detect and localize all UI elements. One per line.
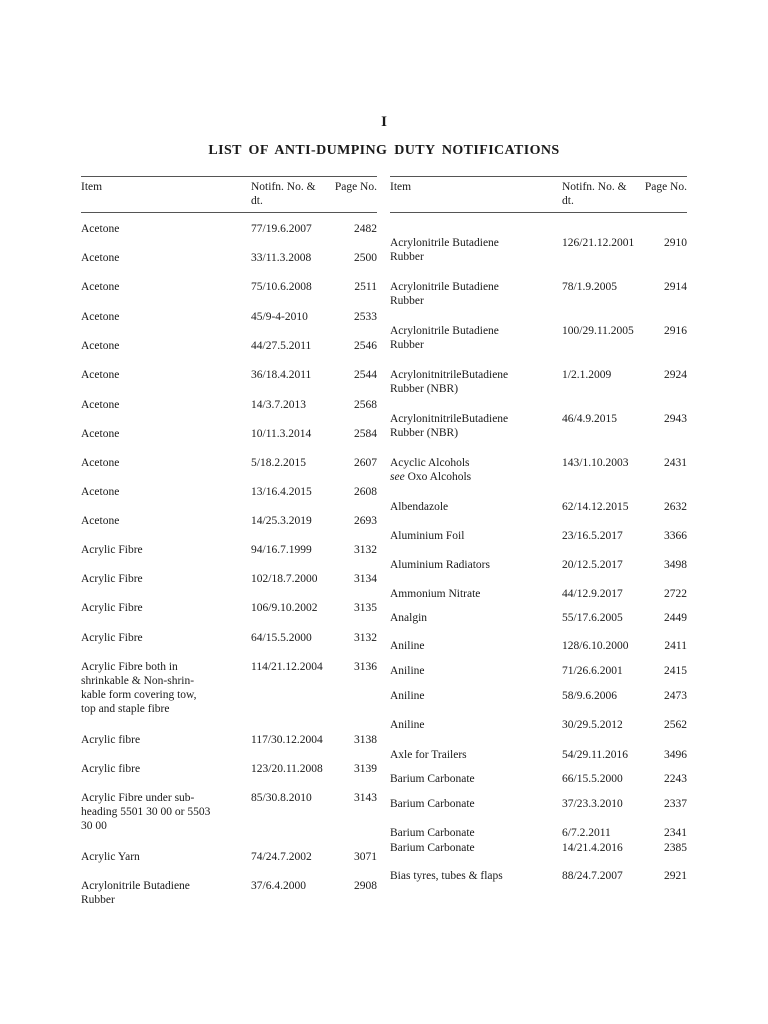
page-number: 2914 [664,281,687,293]
page-number: 2337 [664,798,687,810]
item-name [390,456,554,484]
see-label: see [390,471,405,483]
page-number: 2341 [664,827,687,839]
page-number: 2608 [354,486,377,498]
notification-number: 37/6.4.2000 [251,880,306,892]
page-number: 2693 [354,515,377,527]
page-number: 2921 [664,870,687,882]
notification-number: 88/24.7.2007 [562,870,623,882]
item-name: Barium Carbonate [390,798,475,810]
notification-number: 10/11.3.2014 [251,428,312,440]
page-number: 2562 [664,719,687,731]
page-number: 2584 [354,428,377,440]
page-number: 2482 [354,223,377,235]
item-name: Acetone [81,457,120,469]
notification-number: 117/30.12.2004 [251,734,323,746]
notification-number: 75/10.6.2008 [251,281,312,293]
header-page: Page No. [334,181,377,193]
page-number: 2449 [664,612,687,624]
page-number: 2568 [354,399,377,411]
notification-number: 36/18.4.2011 [251,369,312,381]
item-name: Ammonium Nitrate [390,588,481,600]
item-name: Axle for Trailers [390,749,467,761]
page-number: 2943 [664,413,687,425]
item-name: Aniline [390,719,425,731]
notification-number: 114/21.12.2004 [251,661,323,673]
notification-number: 46/4.9.2015 [562,413,617,425]
page-number: 2722 [664,588,687,600]
notification-number: 106/9.10.2002 [251,602,318,614]
notification-number: 5/18.2.2015 [251,457,306,469]
notification-number: 128/6.10.2000 [562,640,629,652]
item-name: Acetone [81,428,120,440]
page-number: 2607 [354,457,377,469]
notification-number: 54/29.11.2016 [562,749,629,761]
item-name: Acrylonitrile Butadiene Rubber [390,237,499,263]
page-number: 2916 [664,325,687,337]
notification-number: 55/17.6.2005 [562,612,623,624]
item-name: Acetone [81,252,120,264]
item-name: Albendazole [390,501,449,513]
see-reference: Oxo Alcohols [407,471,472,483]
header-rule-top [81,176,377,177]
page-number: 3132 [354,544,377,556]
notification-number: 23/16.5.2017 [562,530,623,542]
item-name: AcrylonitnitrileButadiene Rubber (NBR) [390,369,509,395]
notification-number: 37/23.3.2010 [562,798,623,810]
notification-number: 44/27.5.2011 [251,340,312,352]
item-name: Acrylic Fibre both in shrinkable & Non-shrin-kable form covering tow, top and staple fibre [81,661,197,715]
page-title: LIST OF ANTI-DUMPING DUTY NOTIFICATIONS [208,143,560,158]
item-name: Aniline [390,665,425,677]
page-number: 3132 [354,632,377,644]
header-notifn: Notifn. No. & dt. [251,181,316,207]
notification-number: 102/18.7.2000 [251,573,318,585]
header-item: Item [81,181,103,193]
page-number: 2910 [664,237,687,249]
page-number: 2500 [354,252,377,264]
page-number: 2415 [664,665,687,677]
page-number: 2243 [664,773,687,785]
section-numeral: I [381,114,387,130]
item-name: Aluminium Radiators [390,559,490,571]
page-number: 2385 [664,842,687,854]
item-name: Acrylic Fibre [81,573,143,585]
notification-number: 85/30.8.2010 [251,792,312,804]
page-number: 3134 [354,573,377,585]
item-name: Acetone [81,281,120,293]
item-name: Acetone [81,311,120,323]
item-name: Analgin [390,612,428,624]
item-name: Aluminium Foil [390,530,465,542]
item-name: Barium Carbonate [390,842,475,854]
page-number: 3496 [664,749,687,761]
page-number: 3139 [354,763,377,775]
header-page: Page No. [644,181,687,193]
header-rule-top [390,176,687,177]
item-name: Barium Carbonate [390,773,475,785]
notification-number: 100/29.11.2005 [562,325,634,337]
notification-number: 44/12.9.2017 [562,588,623,600]
notification-number: 45/9-4-2010 [251,311,308,323]
item-name: AcrylonitnitrileButadiene Rubber (NBR) [390,413,509,439]
page-number: 2632 [664,501,687,513]
notification-number: 71/26.6.2001 [562,665,623,677]
page-number: 2924 [664,369,687,381]
item-name: Acetone [81,515,120,527]
item-name: Acrylic fibre [81,763,141,775]
item-name: Acrylic Yarn [81,851,140,863]
item-name: Acrylic Fibre [81,602,143,614]
item-name: Acetone [81,369,120,381]
notification-number: 64/15.5.2000 [251,632,312,644]
notification-number: 143/1.10.2003 [562,457,629,469]
notification-number: 33/11.3.2008 [251,252,312,264]
page-number: 3071 [354,851,377,863]
notification-number: 66/15.5.2000 [562,773,623,785]
header-rule-bottom [390,212,687,213]
page-number: 3366 [664,530,687,542]
notification-number: 62/14.12.2015 [562,501,629,513]
page-number: 2544 [354,369,377,381]
page-number: 2473 [664,690,687,702]
notification-number: 58/9.6.2006 [562,690,617,702]
item-name: Acrylic Fibre [81,544,143,556]
page-number: 2511 [354,281,377,293]
notification-number: 123/20.11.2008 [251,763,323,775]
notification-number: 30/29.5.2012 [562,719,623,731]
item-name: Aniline [390,690,425,702]
notification-number: 14/25.3.2019 [251,515,312,527]
page-number: 3138 [354,734,377,746]
page-number: 2533 [354,311,377,323]
item-text: Acyclic Alcohols [390,457,470,469]
page-number: 2411 [664,640,687,652]
notification-number: 13/16.4.2015 [251,486,312,498]
notification-number: 6/7.2.2011 [562,827,611,839]
item-name: Acetone [81,399,120,411]
item-name: Acrylic fibre [81,734,141,746]
notification-number: 74/24.7.2002 [251,851,312,863]
page-number: 3143 [354,792,377,804]
notification-number: 77/19.6.2007 [251,223,312,235]
header-notifn: Notifn. No. & dt. [562,181,627,207]
page-number: 3135 [354,602,377,614]
item-name: Acrylic Fibre [81,632,143,644]
page-number: 2431 [664,457,687,469]
header-rule-bottom [81,212,377,213]
item-name: Bias tyres, tubes & flaps [390,870,503,882]
notification-number: 14/21.4.2016 [562,842,623,854]
item-name: Acetone [81,340,120,352]
item-name: Acrylonitrile Butadiene Rubber [390,281,499,307]
page-number: 3136 [354,661,377,673]
notification-number: 14/3.7.2013 [251,399,306,411]
item-name: Acetone [81,223,120,235]
page-number: 3498 [664,559,687,571]
notification-number: 78/1.9.2005 [562,281,617,293]
notification-number: 94/16.7.1999 [251,544,312,556]
page-number: 2546 [354,340,377,352]
notification-number: 1/2.1.2009 [562,369,612,381]
notification-number: 126/21.12.2001 [562,237,635,249]
item-name: Barium Carbonate [390,827,475,839]
item-name: Acrylonitrile Butadiene Rubber [81,880,190,906]
item-name: Acrylonitrile Butadiene Rubber [390,325,499,351]
notification-number: 20/12.5.2017 [562,559,623,571]
header-item: Item [390,181,412,193]
page-number: 2908 [354,880,377,892]
item-name: Acrylic Fibre under sub-heading 5501 30 00 or 5503 30 00 [81,792,211,832]
item-name: Aniline [390,640,425,652]
item-name: Acetone [81,486,120,498]
